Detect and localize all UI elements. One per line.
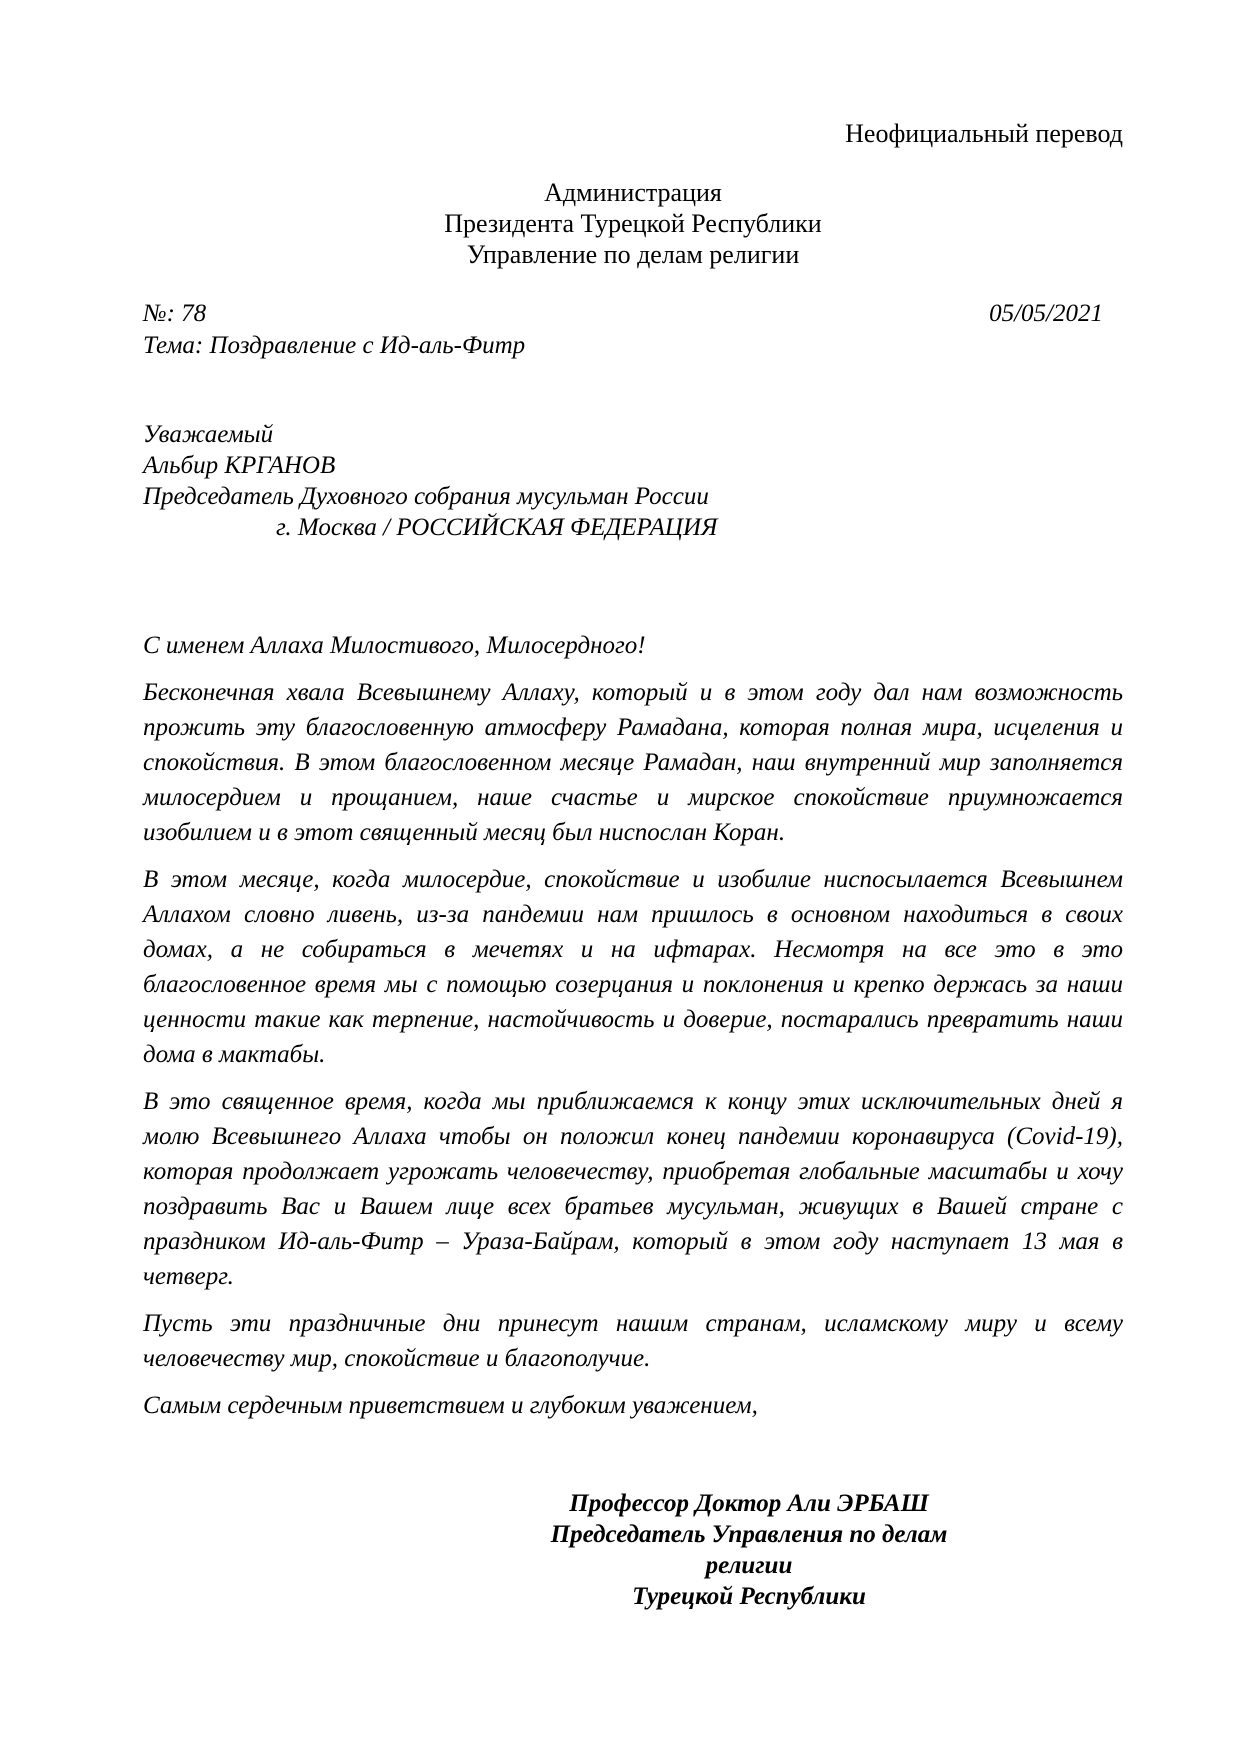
recipient-title: Председатель Духовного собрания мусульман России	[143, 483, 709, 510]
signatory-organization: Турецкой Республики	[632, 1583, 866, 1610]
bismillah-line: С именем Аллаха Милостивого, Милосердного!	[143, 632, 646, 659]
signatory-title: Председатель Управления по делам религии	[550, 1521, 948, 1579]
recipient-name: Альбир КРГАНОВ	[143, 452, 336, 479]
letter-content	[143, 118, 1123, 1612]
body-paragraph-4: Пусть эти праздничные дни принесут нашим странам, исламскому миру и всему человечеству мир, спокойствие и благополучие.	[143, 1310, 1123, 1372]
recipient-location: г. Москва / РОССИЙСКАЯ ФЕДЕРАЦИЯ	[276, 514, 718, 541]
subject-line: Тема: Поздравление с Ид-аль-Фитр	[143, 331, 526, 359]
signatory-name: Профессор Доктор Али ЭРБАШ	[569, 1490, 929, 1517]
letter-meta	[143, 298, 1123, 361]
org-header-line-3: Управление по делам религии	[466, 240, 800, 269]
letter-date: 05/05/2021	[989, 300, 1103, 327]
letter-body	[143, 628, 1123, 1423]
recipient-address	[143, 419, 1123, 543]
closing-line: Самым сердечным приветствием и глубоким уважением,	[143, 1392, 758, 1419]
recipient-salutation: Уважаемый	[143, 421, 274, 448]
body-paragraph-2: В этом месяце, когда милосердие, спокойствие и изобилие ниспосылается Всевышнем Аллахом словно ливень, из-за пандемии нам пришлось в основном находиться в своих домах, а не собираться в мечетях и на ифтарах. Несмотря на все это в это благословенное время мы с помощью созерцания и поклонения и крепко держась за наши ценности такие как терпение, настойчивость и доверие, постарались превратить наши дома в мактабы.	[143, 866, 1123, 1068]
body-paragraph-3: В это священное время, когда мы приближаемся к концу этих исключительных дней я молю Всевышнего Аллаха чтобы он положил конец пандемии коронавируса (Covid-19), которая продолжает угрожать человечеству, приобретая глобальные масштабы и хочу поздравить Вас и Вашем лице всех братьев мусульман, живущих в Вашей стране с праздником Ид-аль-Фитр – Ураза-Байрам, который в этом году наступает 13 мая в четверг.	[143, 1088, 1123, 1290]
ref-number: №: 78	[143, 300, 207, 327]
translation-note: Неофициальный перевод	[845, 119, 1123, 148]
body-paragraph-1: Бесконечная хвала Всевышнему Аллаху, который и в этом году дал нам возможность прожить эту благословенную атмосферу Рамадана, которая полная мира, исцеления и спокойствия. В этом благословенном месяце Рамадан, наш внутренний мир заполняется милосердием и прощанием, наше счастье и мирское спокойствие приумножается изобилием и в этот священный месяц был ниспослан Коран.	[143, 679, 1123, 846]
ref-date-row	[143, 298, 1123, 330]
org-header	[143, 177, 1123, 270]
org-header-line-2: Президента Турецкой Республики	[444, 209, 822, 238]
org-header-line-1: Администрация	[544, 178, 722, 207]
signature-block	[529, 1488, 969, 1612]
